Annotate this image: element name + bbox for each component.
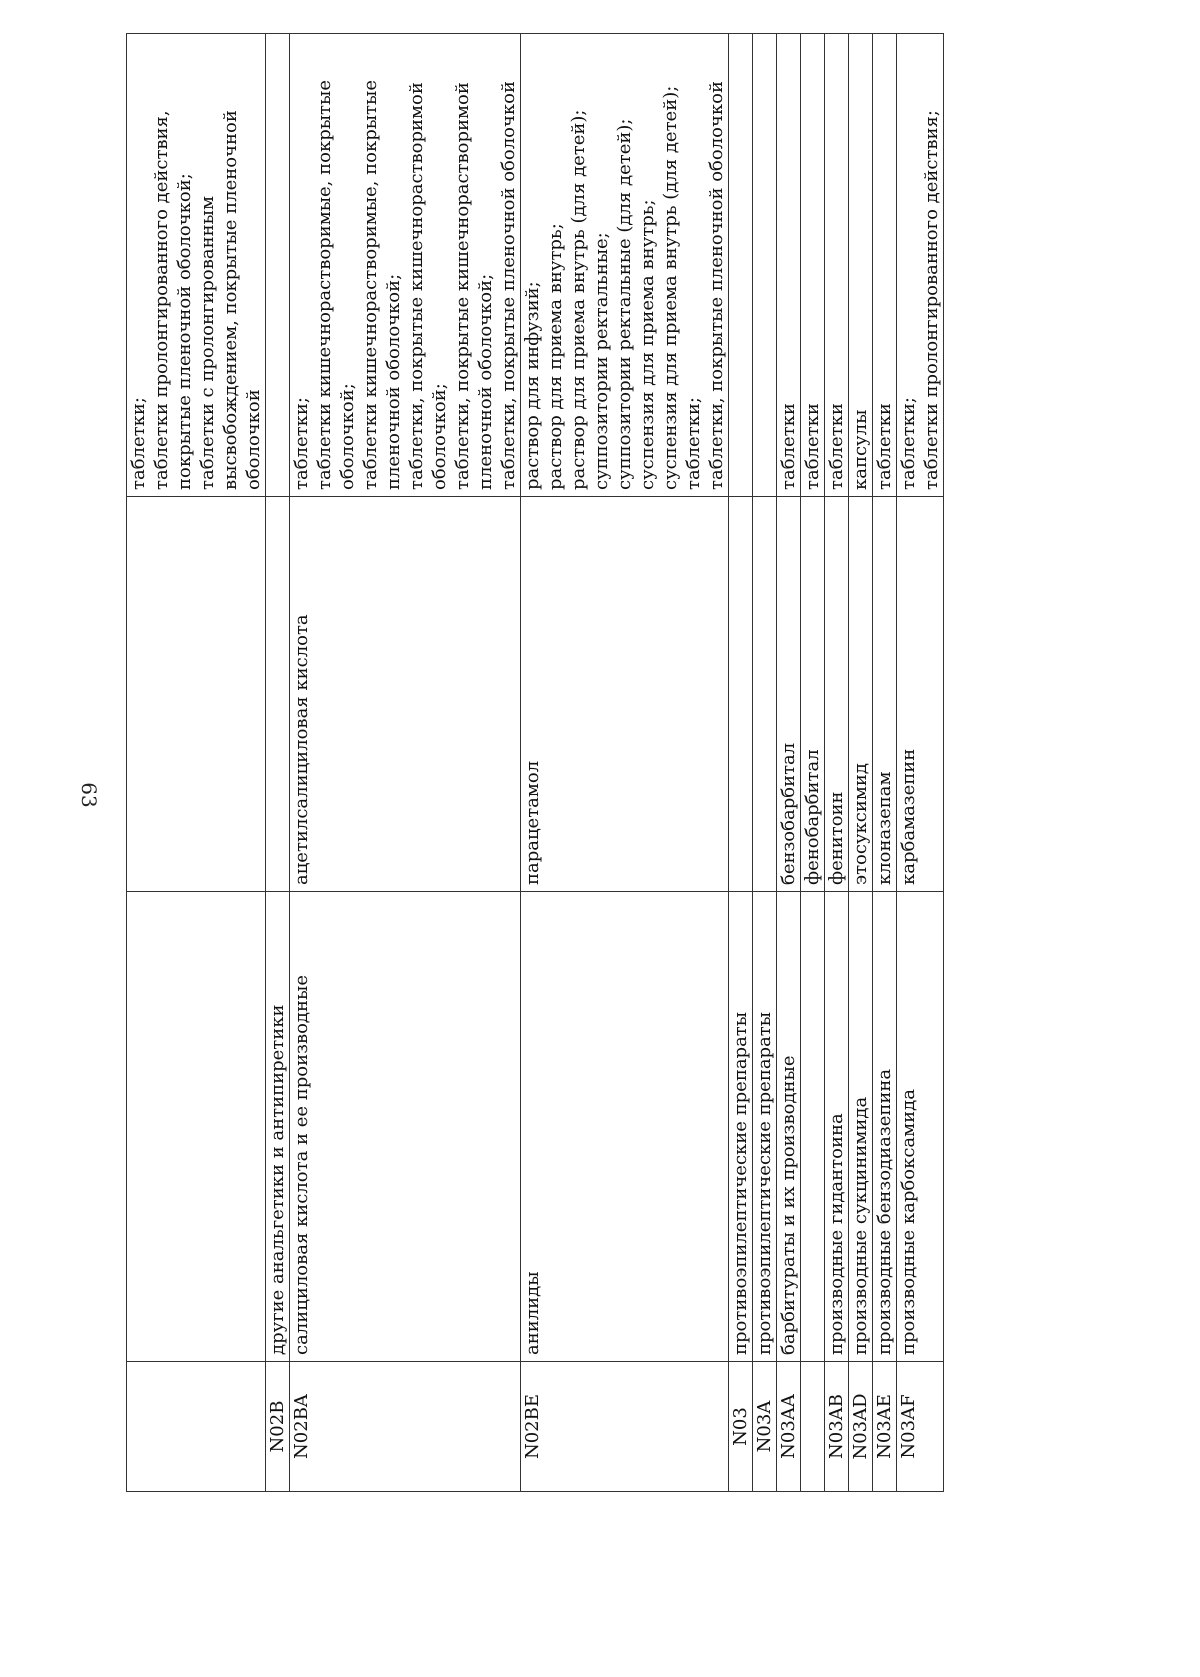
atc-code-cell: N03AD: [849, 1362, 873, 1492]
dosage-forms-cell: [753, 34, 777, 497]
dosage-forms-cell: таблетки; таблетки пролонгированного действия;: [897, 34, 944, 497]
table-row: [266, 34, 290, 1492]
table-row: [897, 34, 944, 1492]
substance-cell: бензобарбитал: [777, 497, 801, 892]
atc-code-cell: N02BE: [521, 1362, 729, 1492]
dosage-forms-cell: таблетки: [873, 34, 897, 497]
dosage-forms-cell: [266, 34, 290, 497]
table-row: [127, 34, 266, 1492]
dosage-forms-cell: таблетки; таблетки кишечнорастворимые, покрытые оболочкой; таблетки кишечнорастворимые, покрытые пленочной оболочкой; таблетки, покрытые кишечнорастворимой оболочкой; таблетки, покрытые кишечнорастворимой пленочной оболочкой; таблетки, покрытые пленочной оболочкой: [290, 34, 521, 497]
atc-code-cell: N03AB: [825, 1362, 849, 1492]
rotated-page-content: [126, 34, 1056, 1492]
dosage-forms-cell: капсулы: [849, 34, 873, 497]
group-cell: [127, 892, 266, 1362]
table-row: [825, 34, 849, 1492]
dosage-forms-cell: таблетки: [825, 34, 849, 497]
atc-code-cell: N03AE: [873, 1362, 897, 1492]
group-cell: [801, 892, 825, 1362]
substance-cell: этосуксимид: [849, 497, 873, 892]
group-cell: производные сукцинимида: [849, 892, 873, 1362]
substance-cell: фенитоин: [825, 497, 849, 892]
table-row: [873, 34, 897, 1492]
drug-table: [126, 33, 944, 1492]
page-number: 63: [77, 782, 101, 808]
table-row: [290, 34, 521, 1492]
atc-code-cell: [801, 1362, 825, 1492]
substance-cell: фенобарбитал: [801, 497, 825, 892]
group-cell: противоэпилептические препараты: [729, 892, 753, 1362]
substance-cell: клоназепам: [873, 497, 897, 892]
atc-code-cell: N02B: [266, 1362, 290, 1492]
dosage-forms-cell: [729, 34, 753, 497]
substance-cell: [729, 497, 753, 892]
group-cell: производные карбоксамида: [897, 892, 944, 1362]
substance-cell: карбамазепин: [897, 497, 944, 892]
group-cell: салициловая кислота и ее производные: [290, 892, 521, 1362]
dosage-forms-cell: раствор для инфузий; раствор для приема внутрь; раствор для приема внутрь (для детей); суппозитории ректальные; суппозитории ректальные (для детей); суспензия для приема внутрь; суспензия для приема внутрь (для детей); таблетки; таблетки, покрытые пленочной оболочкой: [521, 34, 729, 497]
group-cell: противоэпилептические препараты: [753, 892, 777, 1362]
dosage-forms-cell: таблетки: [777, 34, 801, 497]
atc-code-cell: N03A: [753, 1362, 777, 1492]
atc-code-cell: N03AF: [897, 1362, 944, 1492]
table-row: [801, 34, 825, 1492]
group-cell: барбитураты и их производные: [777, 892, 801, 1362]
table-row: [729, 34, 753, 1492]
substance-cell: ацетилсалициловая кислота: [290, 497, 521, 892]
table-row: [753, 34, 777, 1492]
group-cell: производные гидантоина: [825, 892, 849, 1362]
group-cell: другие анальгетики и антипиретики: [266, 892, 290, 1362]
table-row: [777, 34, 801, 1492]
substance-cell: парацетамол: [521, 497, 729, 892]
substance-cell: [266, 497, 290, 892]
atc-code-cell: N03: [729, 1362, 753, 1492]
dosage-forms-cell: таблетки: [801, 34, 825, 497]
table-row: [521, 34, 729, 1492]
atc-code-cell: N02BA: [290, 1362, 521, 1492]
atc-code-cell: N03AA: [777, 1362, 801, 1492]
substance-cell: [753, 497, 777, 892]
group-cell: анилиды: [521, 892, 729, 1362]
dosage-forms-cell: таблетки; таблетки пролонгированного действия, покрытые пленочной оболочкой; таблетки с пролонгированным высвобождением, покрытые пленочной оболочкой: [127, 34, 266, 497]
table-row: [849, 34, 873, 1492]
atc-code-cell: [127, 1362, 266, 1492]
substance-cell: [127, 497, 266, 892]
group-cell: производные бензодиазепина: [873, 892, 897, 1362]
